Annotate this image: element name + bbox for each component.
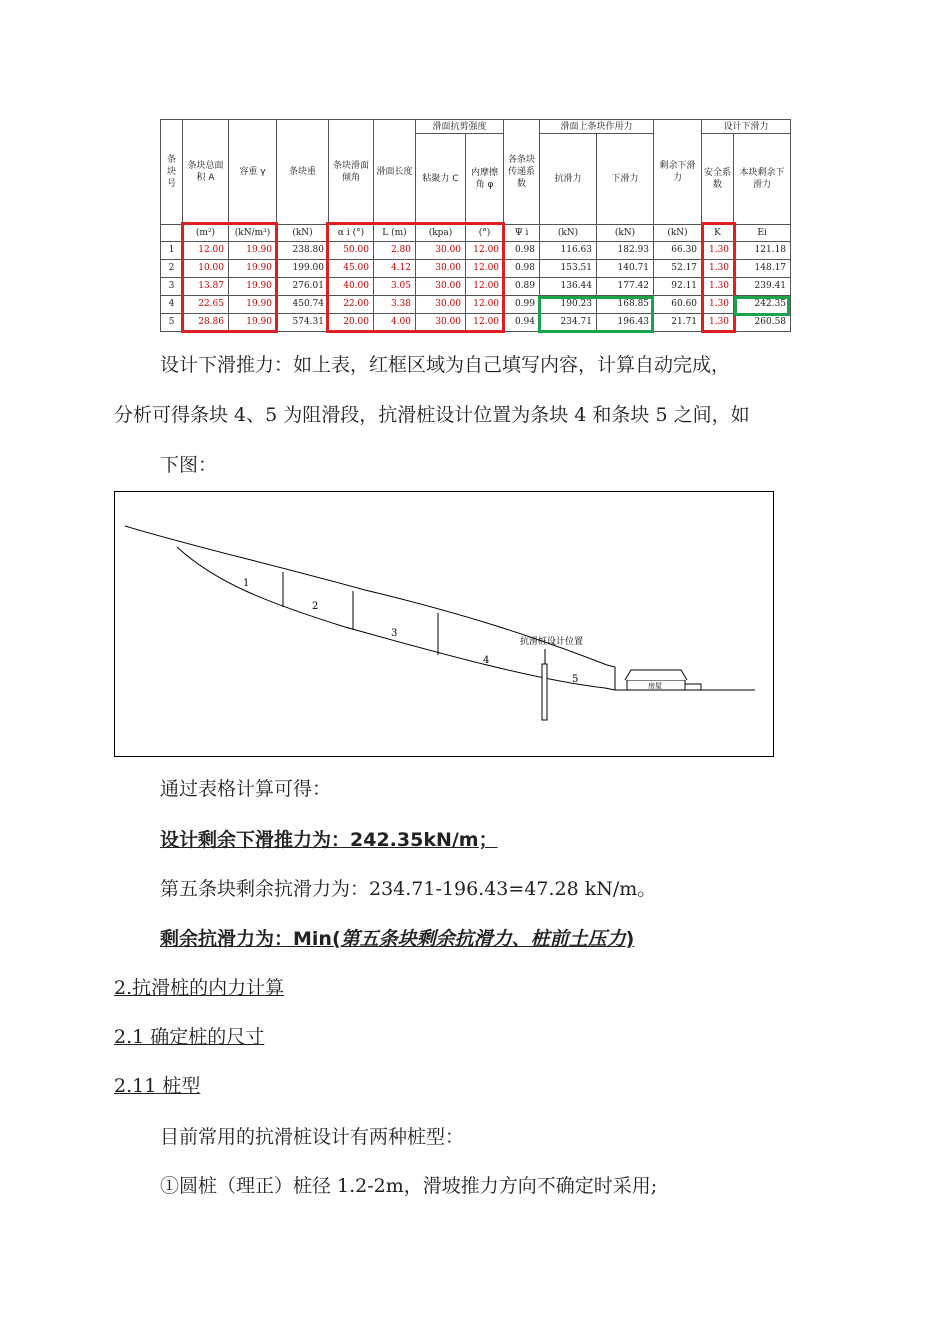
table-cell: 177.42: [597, 278, 654, 296]
table-cell: 30.00: [416, 260, 466, 278]
unit-cell: Ψ i: [504, 225, 540, 242]
unit-cell: (m²): [183, 225, 229, 242]
table-cell: 153.51: [540, 260, 597, 278]
header-unit-weight: 容重 γ: [229, 120, 277, 225]
unit-cell: (kN): [540, 225, 597, 242]
table-cell: 1.30: [702, 278, 734, 296]
table-cell: 45.00: [329, 260, 374, 278]
house-roof: [625, 670, 687, 680]
table-cell: 12.00: [466, 242, 504, 260]
table-cell: 12.00: [466, 260, 504, 278]
table-cell: 19.90: [229, 260, 277, 278]
table-row: [161, 314, 791, 332]
header-friction: 内摩擦角 φ: [466, 134, 504, 225]
unit-cell: (kN): [277, 225, 329, 242]
header-slope-angle: 条块滑面倾角: [329, 120, 374, 225]
ground-surface-line: [125, 526, 755, 690]
unit-cell: α i (°): [329, 225, 374, 242]
table-cell: 28.86: [183, 314, 229, 332]
table-cell: 30.00: [416, 278, 466, 296]
table-cell: 19.90: [229, 278, 277, 296]
header-block-no: 条块号: [161, 120, 183, 225]
table-cell: 234.71: [540, 314, 597, 332]
header-cohesion: 粘聚力 C: [416, 134, 466, 225]
table-cell: 66.30: [654, 242, 702, 260]
header-resist: 抗滑力: [540, 134, 597, 225]
block-label-1: 1: [243, 578, 250, 589]
header-slip-length: 滑面长度: [374, 120, 416, 225]
table-cell: 4: [161, 296, 183, 314]
table-cell: 2: [161, 260, 183, 278]
paragraph-remaining-resist: [160, 924, 634, 951]
table-cell: 2.80: [374, 242, 416, 260]
house-annex: [685, 684, 701, 690]
table-cell: 3.05: [374, 278, 416, 296]
table-cell: 22.00: [329, 296, 374, 314]
table-cell: 92.11: [654, 278, 702, 296]
slope-figure: [114, 491, 774, 757]
table-cell: 116.63: [540, 242, 597, 260]
table-cell: 10.00: [183, 260, 229, 278]
table-cell: 148.17: [734, 260, 791, 278]
table-cell: 0.89: [504, 278, 540, 296]
table-cell: 1.30: [702, 242, 734, 260]
house-label: 房屋: [648, 682, 662, 690]
header-block-remain: 本块剩余下滑力: [734, 134, 791, 225]
table-cell: 50.00: [329, 242, 374, 260]
table-row: [161, 242, 791, 260]
heading-pile-type: 2.11 桩型: [114, 1075, 201, 1097]
paragraph-round-pile: ①圆桩（理正）桩径 1.2-2m，滑坡推力方向不确定时采用;: [160, 1175, 658, 1197]
table-cell: 140.71: [597, 260, 654, 278]
table-cell: 276.01: [277, 278, 329, 296]
slope-diagram: [115, 492, 773, 756]
table-cell: 30.00: [416, 296, 466, 314]
header-transfer: 各条块传递系数: [504, 120, 540, 225]
table-cell: 0.98: [504, 260, 540, 278]
table-cell: 121.18: [734, 242, 791, 260]
pile-label: 抗滑桩设计位置: [520, 637, 584, 647]
table-cell: 21.71: [654, 314, 702, 332]
table-cell: 4.12: [374, 260, 416, 278]
header-block-weight: 条块重: [277, 120, 329, 225]
table-cell: 20.00: [329, 314, 374, 332]
table-cell: 12.00: [183, 242, 229, 260]
remaining-resist-prefix: 剩余抗滑力为：Min(: [160, 928, 341, 950]
table-cell: 574.31: [277, 314, 329, 332]
table-cell: 238.80: [277, 242, 329, 260]
table-cell: 19.90: [229, 242, 277, 260]
header-remain: 剩余下滑力: [654, 120, 702, 225]
remaining-resist-items: 第五条块剩余抗滑力、桩前土压力: [340, 928, 626, 950]
unit-cell: (kN/m³): [229, 225, 277, 242]
heading-pile-internal-force: 2.抗滑桩的内力计算: [114, 977, 285, 999]
paragraph-design-thrust-3: 下图：: [160, 454, 218, 476]
unit-cell: K: [702, 225, 734, 242]
table-cell: 3: [161, 278, 183, 296]
unit-cell: (kN): [597, 225, 654, 242]
units-row: [161, 225, 791, 242]
unit-cell: (°): [466, 225, 504, 242]
table-cell: 168.85: [597, 296, 654, 314]
table-cell: 0.98: [504, 242, 540, 260]
header-safety: 安全系数: [702, 134, 734, 225]
table-cell: 19.90: [229, 314, 277, 332]
table-cell: 190.23: [540, 296, 597, 314]
paragraph-table-result: 通过表格计算可得：: [160, 778, 332, 800]
table-cell: 182.93: [597, 242, 654, 260]
table-cell: 60.60: [654, 296, 702, 314]
paragraph-block5-remaining-resist: 第五条块剩余抗滑力为：234.71-196.43=47.28 kN/m。: [160, 878, 657, 900]
header-shear-strength: 滑面抗剪强度: [416, 120, 504, 134]
table-cell: 12.00: [466, 296, 504, 314]
header-block-force: 滑面上条块作用力: [540, 120, 654, 134]
unit-cell: (kN): [654, 225, 702, 242]
table-cell: 260.58: [734, 314, 791, 332]
heading-pile-size: 2.1 确定桩的尺寸: [114, 1026, 265, 1048]
block-label-4: 4: [483, 655, 490, 666]
unit-cell: Ei: [734, 225, 791, 242]
header-design: 设计下滑力: [702, 120, 791, 134]
table-cell: 30.00: [416, 242, 466, 260]
table-cell: 0.94: [504, 314, 540, 332]
table-cell: 12.00: [466, 278, 504, 296]
header-slide: 下滑力: [597, 134, 654, 225]
table-row: [161, 260, 791, 278]
table-cell: 239.41: [734, 278, 791, 296]
table-row: [161, 278, 791, 296]
table-cell: 450.74: [277, 296, 329, 314]
table-cell: 40.00: [329, 278, 374, 296]
table-cell: 1.30: [702, 296, 734, 314]
block-label-2: 2: [312, 601, 319, 612]
table-cell: 19.90: [229, 296, 277, 314]
paragraph-design-remaining-thrust: 设计剩余下滑推力为：242.35kN/m；: [160, 829, 498, 851]
paragraph-design-thrust-1: 设计下滑推力：如上表，红框区域为自己填写内容，计算自动完成，: [160, 354, 731, 376]
table-cell: 52.17: [654, 260, 702, 278]
table-cell: 136.44: [540, 278, 597, 296]
table-cell: 22.65: [183, 296, 229, 314]
paragraph-pile-types: 目前常用的抗滑桩设计有两种桩型：: [160, 1126, 465, 1148]
block-label-5: 5: [572, 674, 579, 685]
calculation-table: [160, 119, 791, 332]
table-cell: 4.00: [374, 314, 416, 332]
remaining-resist-suffix: ): [625, 928, 635, 950]
table-cell: 13.87: [183, 278, 229, 296]
slip-surface-line: [177, 547, 615, 690]
table-cell: 12.00: [466, 314, 504, 332]
table-cell: 1: [161, 242, 183, 260]
unit-cell: L (m): [374, 225, 416, 242]
table-row: [161, 296, 791, 314]
paragraph-design-thrust-2: 分析可得条块 4、5 为阻滑段，抗滑桩设计位置为条块 4 和条块 5 之间，如: [114, 404, 750, 426]
table-cell: 199.00: [277, 260, 329, 278]
unit-cell: (kpa): [416, 225, 466, 242]
table-cell: 3.38: [374, 296, 416, 314]
table-cell: 1.30: [702, 260, 734, 278]
table-cell: 196.43: [597, 314, 654, 332]
block-label-3: 3: [391, 628, 398, 639]
table-cell: 1.30: [702, 314, 734, 332]
table-cell: 5: [161, 314, 183, 332]
header-area: 条块总面积 A: [183, 120, 229, 225]
table-cell: 30.00: [416, 314, 466, 332]
table-cell: 242.35: [734, 296, 791, 314]
table-cell: 0.99: [504, 296, 540, 314]
anti-slide-pile: [542, 664, 547, 720]
